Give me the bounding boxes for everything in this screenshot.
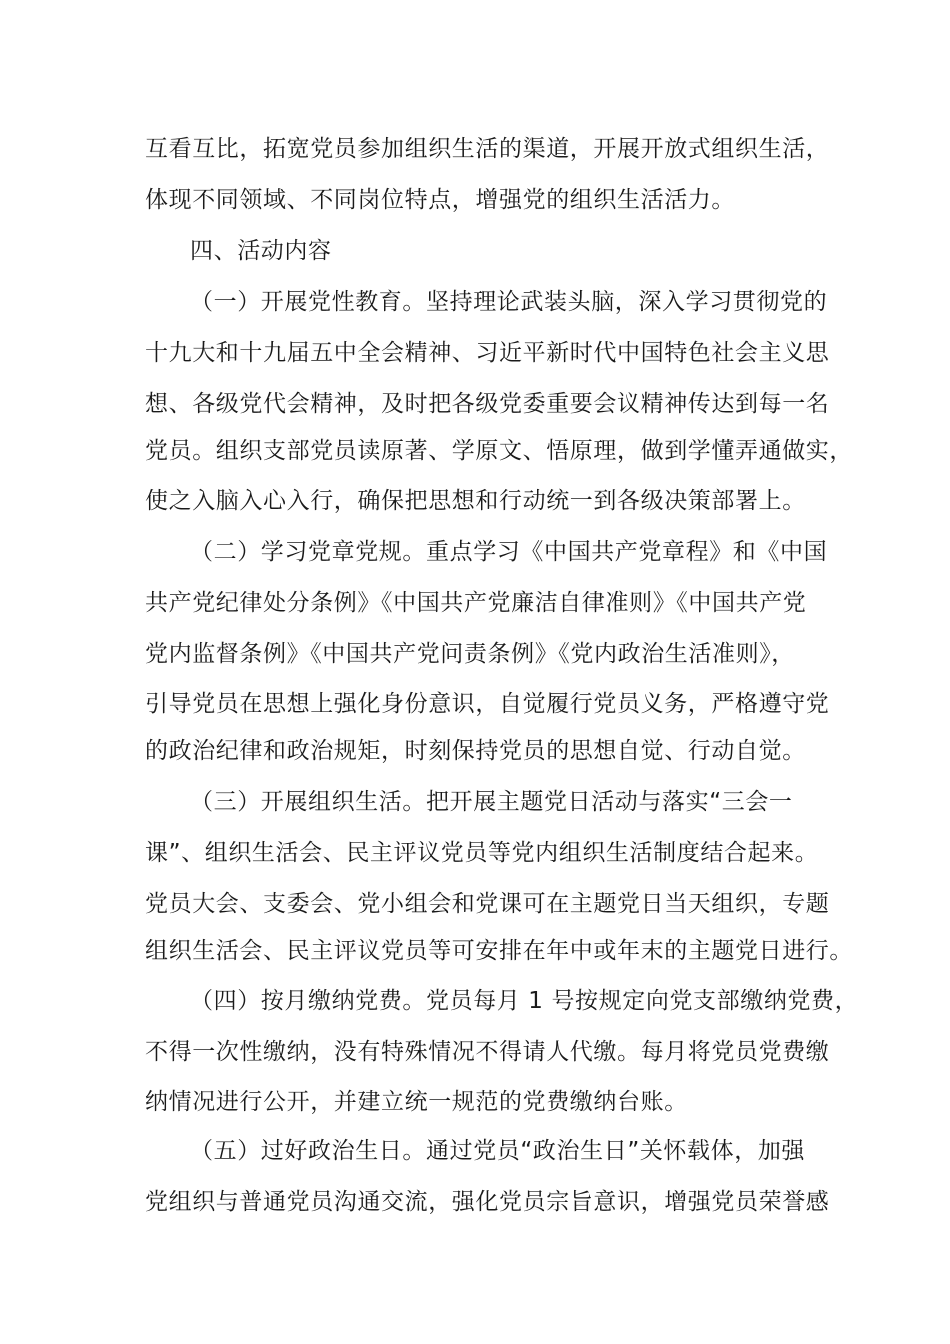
text-line: 使之入脑入心入行，确保把思想和行动统一到各级决策部署上。 [145, 488, 806, 514]
text-line: 党内监督条例》《中国共产党问责条例》《党内政治生活准则》， [145, 641, 795, 667]
text-line: 想、各级党代会精神，及时把各级党委重要会议精神传达到每一名 [145, 391, 830, 417]
text-line: 体现不同领域、不同岗位特点，增强党的组织生活活力。 [145, 187, 735, 213]
paragraph-4-start: （四）按月缴纳党费。党员每月 1 号按规定向党支部缴纳党费， [190, 988, 859, 1014]
text-line: 课”、组织生活会、民主评议党员等党内组织生活制度结合起来。 [145, 840, 819, 866]
text-line: 党员。组织支部党员读原著、学原文、悟原理，做到学懂弄通做实， [145, 438, 853, 464]
paragraph-1-start: （一）开展党性教育。坚持理论武装头脑，深入学习贯彻党的 [190, 289, 828, 315]
text-line: 不得一次性缴纳，没有特殊情况不得请人代缴。每月将党员党费缴 [145, 1039, 830, 1065]
text-line: 共产党纪律处分条例》《中国共产党廉洁自律准则》《中国共产党 [145, 590, 807, 616]
text-line: 引导党员在思想上强化身份意识，自觉履行党员义务，严格遵守党 [145, 691, 830, 717]
text-line: 党组织与普通党员沟通交流，强化党员宗旨意识，增强党员荣誉感 [145, 1189, 830, 1215]
paragraph-2-start: （二）学习党章党规。重点学习《中国共产党章程》和《中国 [190, 539, 828, 565]
text-line: 的政治纪律和政治规矩，时刻保持党员的思想自觉、行动自觉。 [145, 738, 806, 764]
text-line: 十九大和十九届五中全会精神、习近平新时代中国特色社会主义思 [145, 340, 830, 366]
text-line: 党员大会、支委会、党小组会和党课可在主题党日当天组织，专题 [145, 891, 830, 917]
paragraph-3-start: （三）开展组织生活。把开展主题党日活动与落实“三会一 [190, 789, 793, 815]
paragraph-5-start: （五）过好政治生日。通过党员“政治生日”关怀载体，加强 [190, 1138, 806, 1164]
text-line: 互看互比，拓宽党员参加组织生活的渠道，开展开放式组织生活， [145, 136, 830, 162]
text-line: 组织生活会、民主评议党员等可安排在年中或年末的主题党日进行。 [145, 938, 853, 964]
section-heading: 四、活动内容 [190, 238, 332, 264]
text-line: 纳情况进行公开，并建立统一规范的党费缴纳台账。 [145, 1089, 688, 1115]
